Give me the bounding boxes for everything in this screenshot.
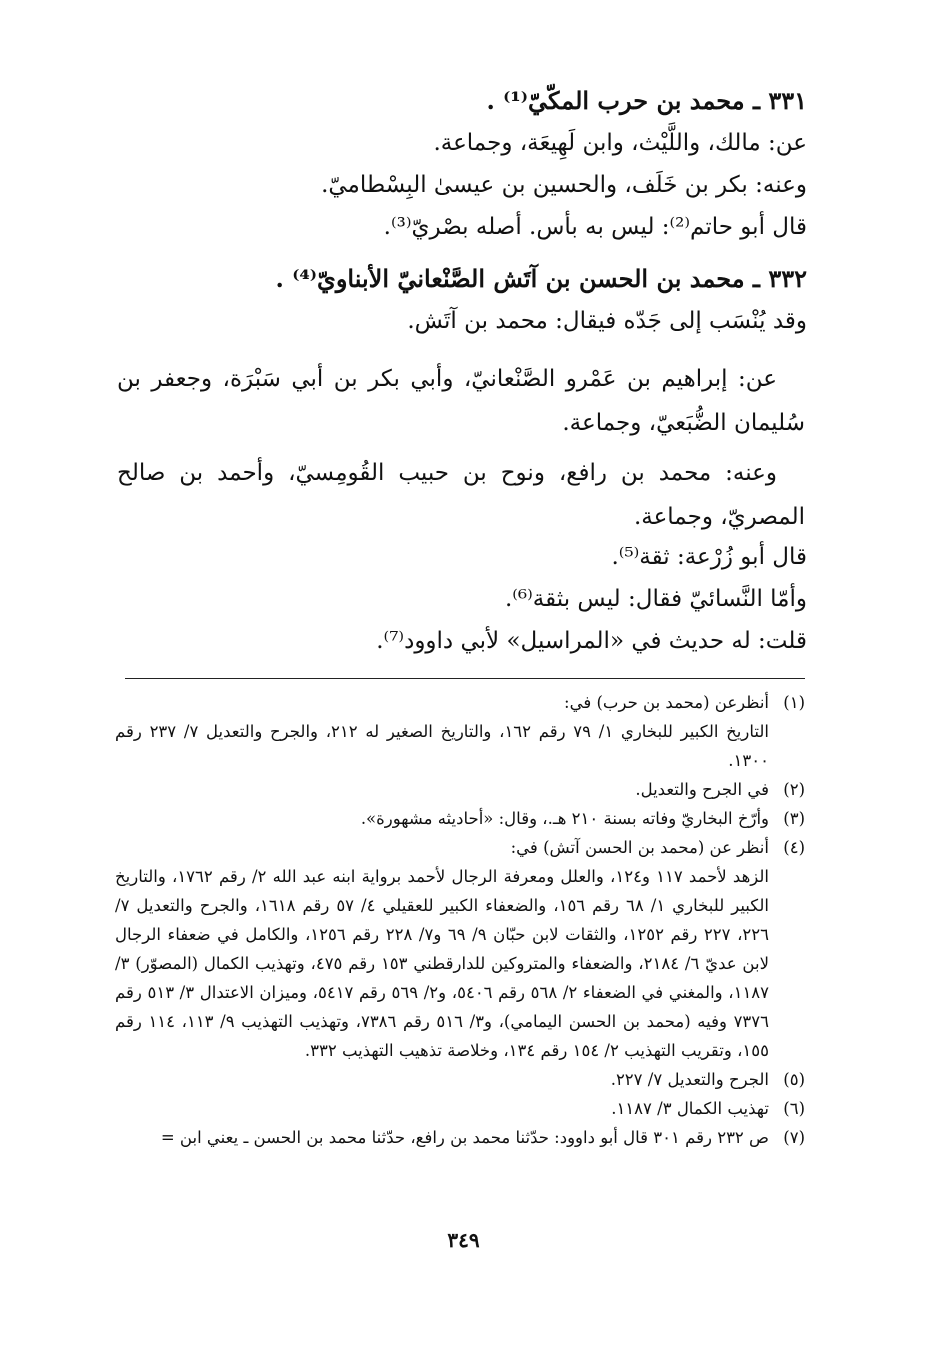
footnote-text: في الجرح والتعديل. (635, 780, 769, 799)
footnote-number (769, 717, 805, 775)
footnote-3 (115, 804, 805, 833)
footnote-text: أنظر عن (محمد بن الحسن آتش) في: (510, 838, 769, 857)
footnote-6 (115, 1094, 805, 1123)
entry-332-nasai-verdict: وأمّا النَّسائيّ فقال: ليس بثقة⁽⁶⁾. (504, 586, 807, 612)
entry-332-nisba: وقد يُنْسَب إلى جَدّه فيقال: محمد بن آتَش. (407, 308, 807, 334)
footnote-text: تهذيب الكمال ٣/ ١١٨٧. (611, 1099, 769, 1118)
entry-332-narrated-from: عن: إبراهيم بن عَمْرو الصَّنْعانيّ، وأبي بكر بن أبي سَبْرَة، وجعفر بن سُليمان الضُّبَعيّ، وجماعة. (117, 366, 805, 436)
entry-332-narrated-by: وعنه: محمد بن رافع، ونوح بن حبيب القُومِسيّ، وأحمد بن صالح المصريّ، وجماعة. (117, 460, 805, 530)
footnote-7 (115, 1123, 805, 1152)
footnote-number: (٦) (783, 1099, 805, 1118)
entry-332-abu-zura-verdict: قال أبو زُرْعة: ثقة⁽⁵⁾. (611, 544, 807, 570)
footnote-text: ص ٢٣٢ رقم ٣٠١ قال أبو داوود: حدّثنا محمد بن رافع، حدّثنا محمد بن الحسن ـ يعني ابن = (160, 1128, 769, 1147)
footnote-2 (115, 775, 805, 804)
footnote-4-sources (115, 862, 805, 1065)
footnote-number: (٧) (783, 1128, 805, 1147)
footnotes (115, 688, 805, 1152)
entry-332 (117, 258, 807, 342)
entry-332-verdicts (117, 536, 807, 662)
footnote-5 (115, 1065, 805, 1094)
entry-331-narrated-from: عن: مالك، واللَّيْث، وابن لَهِيعَة، وجماعة. (433, 130, 807, 156)
footnote-text: الجرح والتعديل ٧/ ٢٢٧. (610, 1070, 769, 1089)
footnote-text: الزهد لأحمد ١١٧ و١٢٤، والعلل ومعرفة الرجال لأحمد برواية ابنه عبد الله ٢/ رقم ١٧٦٢، والتاريخ الكبير للبخاري ١/ ٦٨ رقم ١٥٦، والضعفاء الكبير للعقيلي ٤/ ٥٧ رقم ١٦١٨، والجرح والتعديل ٧/ ٢٢٦، ٢٢٧ رقم ١٢٥٢، والثقات لابن حبّان ٩/ ٦٩ و٧/ ٢٢٨ رقم ١٢٥٦، والكامل في ضعفاء الرجال لابن عديّ ٦/ ٢١٨٤، والضعفاء والمتروكين للدارقطني ١٥٣ رقم ٤٧٥، وتهذيب الكمال (المصوّر) ٣/ ١١٨٧، والمغني في الضعفاء ٢/ ٥٦٨ رقم ٥٤٠٦، و٢/ ٥٦٩ رقم ٥٤١٧، وميزان الاعتدال ٣/ ٥١٣ رقم ٧٣٧٦ وفيه (محمد بن الحسن اليمامي)، و٣/ ٥١٦ رقم ٧٣٨٦، وتهذيب التهذيب ٩/ ١١٣، ١١٤ رقم ١٥٥، وتقريب التهذيب ٢/ ١٥٤ رقم ١٣٤، وخلاصة تذهيب التهذيب ٣٣٢. (115, 867, 770, 1060)
footnote-number: (٥) (783, 1070, 805, 1089)
footnote-separator (125, 678, 805, 679)
footnote-text: التاريخ الكبير للبخاري ١/ ٧٩ رقم ١٦٢، والتاريخ الصغير له ٢١٢، والجرح والتعديل ٧/ ٢٣٧ رقم ١٣٠٠. (115, 722, 769, 770)
footnote-text: وأرّخ البخاريّ وفاته بسنة ٢١٠ هـ.، وقال: «أحاديثه مشهورة». (360, 809, 769, 828)
entry-331-abu-hatim-verdict: قال أبو حاتم⁽²⁾: ليس به بأس. أصله بصْريّ⁽³⁾. (383, 214, 807, 240)
footnote-1-sources (115, 717, 805, 775)
footnote-number: (٢) (783, 780, 805, 799)
footnote-number: (١) (783, 693, 805, 712)
footnote-1 (115, 688, 805, 717)
page-number: ٣٤٩ (447, 1228, 480, 1252)
entry-332-heading: ٣٣٢ ـ محمد بن الحسن بن آتَش الصَّنْعانيّ الأبناويّ⁽⁴⁾ . (275, 264, 807, 293)
footnote-number: (٤) (783, 838, 805, 857)
entry-331 (117, 80, 807, 248)
entry-332-author-note: قلت: له حديث في «المراسيل» لأبي داوود⁽⁷⁾. (376, 628, 807, 654)
footnote-4 (115, 833, 805, 862)
footnote-text: أنظرعن (محمد بن حرب) في: (564, 693, 769, 712)
entry-331-narrated-by: وعنه: بكر بن خَلَف، والحسين بن عيسىٰ البِسْطاميّ. (321, 172, 807, 198)
entry-331-heading: ٣٣١ ـ محمد بن حرب المكّيّ⁽¹⁾ . (486, 86, 807, 115)
footnote-number (769, 862, 805, 1065)
footnote-number: (٣) (783, 809, 805, 828)
